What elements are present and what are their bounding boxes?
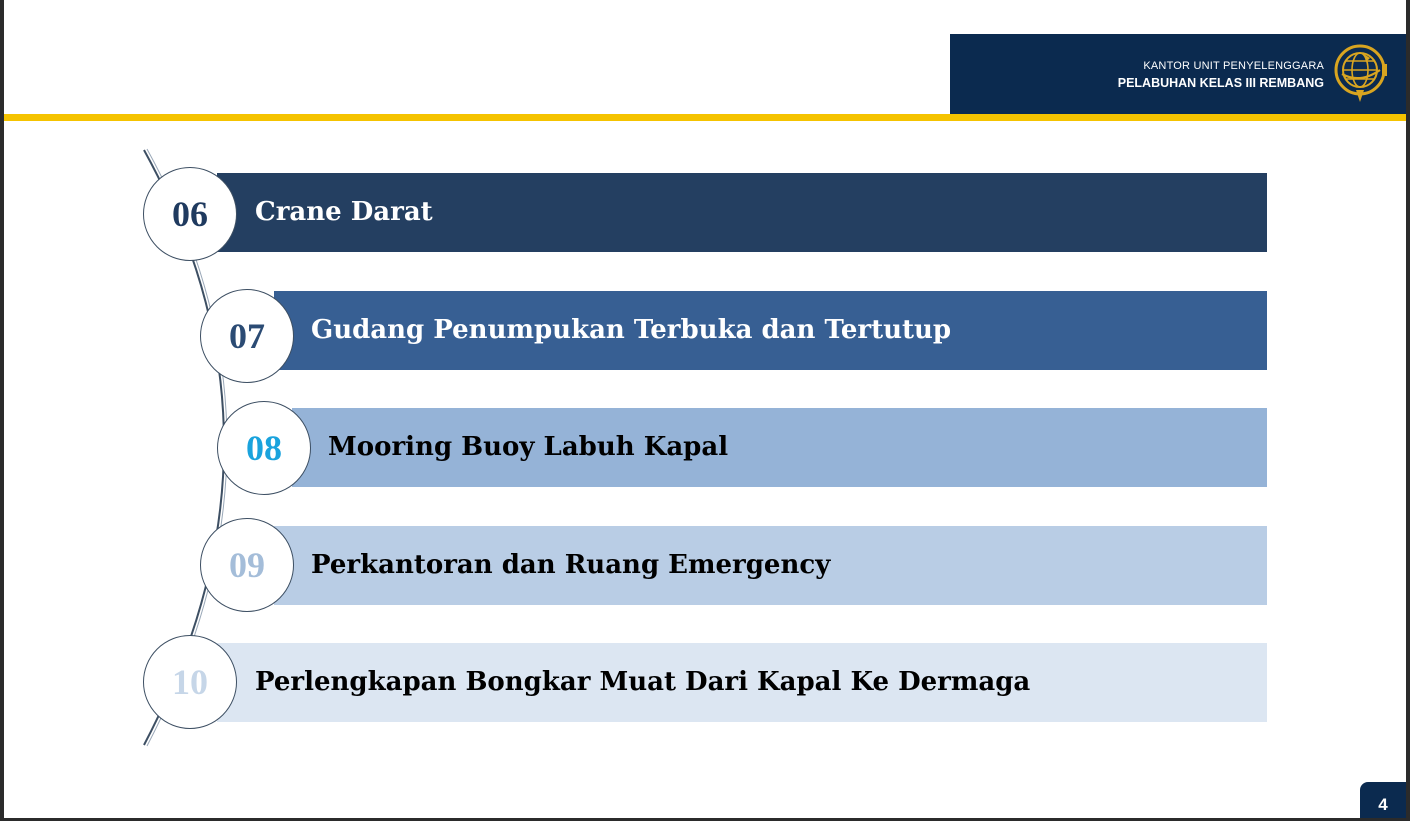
list-item-number: 08 bbox=[217, 401, 311, 495]
list-item-label: Crane Darat bbox=[255, 197, 433, 227]
list-item-band bbox=[217, 643, 1267, 722]
header-port-name: PELABUHAN KELAS III REMBANG bbox=[1117, 76, 1324, 90]
list-item-band bbox=[217, 173, 1267, 252]
list-item-label: Mooring Buoy Labuh Kapal bbox=[328, 432, 729, 462]
list-item-band bbox=[292, 408, 1267, 487]
page-number: 4 bbox=[1360, 782, 1406, 818]
header-office-label: KANTOR UNIT PENYELENGGARA bbox=[1143, 60, 1324, 72]
list-item-band bbox=[274, 291, 1267, 370]
list-item-label: Perlengkapan Bongkar Muat Dari Kapal Ke Dermaga bbox=[255, 667, 1031, 697]
list-item-label: Perkantoran dan Ruang Emergency bbox=[311, 550, 831, 580]
list-item-number: 06 bbox=[143, 167, 237, 261]
list-item-label: Gudang Penumpukan Terbuka dan Tertutup bbox=[311, 315, 952, 345]
list-item-number: 09 bbox=[200, 518, 294, 612]
list-item-number: 10 bbox=[143, 635, 237, 729]
slide bbox=[4, 0, 1406, 818]
list-item-number: 07 bbox=[200, 289, 294, 383]
list-item-band bbox=[274, 526, 1267, 605]
